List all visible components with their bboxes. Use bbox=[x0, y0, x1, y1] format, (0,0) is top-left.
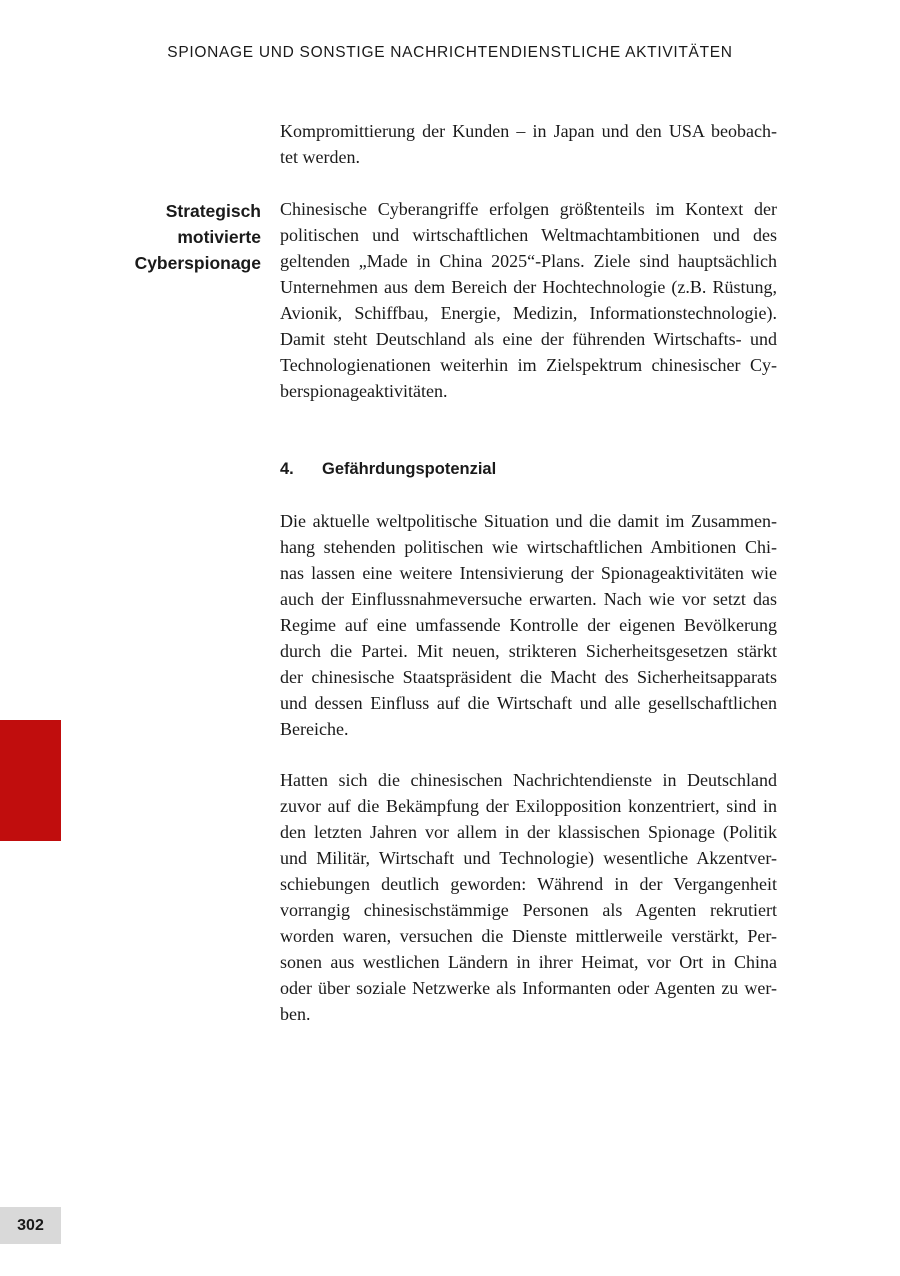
cyberspionage-paragraph-line: Technologienationen weiterhin im Zielspektrum chinesischer Cy- bbox=[280, 355, 777, 375]
body-paragraph-line: nas lassen eine weitere Intensivierung der Spionageaktivitäten wie bbox=[280, 563, 777, 583]
body-paragraph-line: und dessen Einfluss auf die Wirtschaft und alle gesellschaftlichen bbox=[280, 693, 777, 713]
cyberspionage-paragraph-line: berspionageaktivitäten. bbox=[280, 381, 448, 401]
body-paragraph-line: Regime auf eine umfassende Kontrolle der eigenen Bevölkerung bbox=[280, 615, 777, 635]
section-heading bbox=[280, 456, 496, 482]
body-paragraph-line: und Militär, Wirtschaft und Technologie) wesentliche Akzentver- bbox=[280, 848, 777, 868]
body-paragraph-line: Bereiche. bbox=[280, 719, 349, 739]
cyberspionage-paragraph-line: Unternehmen aus dem Bereich der Hochtechnologie (z.B. Rüstung, bbox=[280, 277, 777, 297]
body-paragraph-line: vorrangig chinesischstämmige Personen als Agenten rekrutiert bbox=[280, 900, 777, 920]
cyberspionage-paragraph-line: Avionik, Schiffbau, Energie, Medizin, Informationstechnologie). bbox=[280, 303, 777, 323]
margin-note-line: Strategisch bbox=[165, 201, 261, 221]
cyberspionage-paragraph-line: Chinesische Cyberangriffe erfolgen größtenteils im Kontext der bbox=[280, 199, 777, 219]
running-header: SPIONAGE UND SONSTIGE NACHRICHTENDIENSTLICHE AKTIVITÄTEN bbox=[167, 44, 733, 61]
body-paragraph-line: Die aktuelle weltpolitische Situation und die damit im Zusammen- bbox=[280, 511, 777, 531]
body-paragraph-line: zuvor auf die Bekämpfung der Exilopposition konzentriert, sind in bbox=[280, 796, 777, 816]
body-paragraph-line: ben. bbox=[280, 1004, 311, 1024]
margin-note bbox=[135, 198, 261, 276]
intro-paragraph-line: tet werden. bbox=[280, 147, 360, 167]
cyberspionage-paragraph bbox=[280, 196, 777, 404]
body-paragraph-line: der chinesische Staatspräsident die Macht des Sicherheitsapparats bbox=[280, 667, 777, 687]
body-paragraph-line: Hatten sich die chinesischen Nachrichtendienste in Deutschland bbox=[280, 770, 777, 790]
cyberspionage-paragraph-line: geltenden „Made in China 2025“-Plans. Ziele sind hauptsächlich bbox=[280, 251, 777, 271]
body-paragraph-line: worden waren, versuchen die Dienste mittlerweile verstärkt, Per- bbox=[280, 926, 777, 946]
cyberspionage-paragraph-line: politischen und wirtschaftlichen Weltmachtambitionen und des bbox=[280, 225, 777, 245]
body-paragraph-line: schiebungen deutlich geworden: Während in der Vergangenheit bbox=[280, 874, 777, 894]
body-paragraph-line: auch der Einflussnahmeversuche erwarten. Nach wie vor setzt das bbox=[280, 589, 777, 609]
chapter-marker-tab bbox=[0, 720, 61, 841]
body-paragraph-line: hang stehenden politischen wie wirtschaftlichen Ambitionen Chi- bbox=[280, 537, 777, 557]
page-number: 302 bbox=[0, 1207, 61, 1244]
intro-paragraph bbox=[280, 118, 777, 170]
margin-note-line: Cyberspionage bbox=[134, 253, 261, 273]
body-paragraph-line: oder über soziale Netzwerke als Informanten oder Agenten zu wer- bbox=[280, 978, 777, 998]
body-paragraph-line: den letzten Jahren vor allem in der klassischen Spionage (Politik bbox=[280, 822, 777, 842]
body-paragraph-line: sonen aus westlichen Ländern in ihrer Heimat, vor Ort in China bbox=[280, 952, 777, 972]
cyberspionage-paragraph-line: Damit steht Deutschland als eine der führenden Wirtschafts- und bbox=[280, 329, 777, 349]
section-title: Gefährdungspotenzial bbox=[322, 460, 497, 478]
body-paragraph-2 bbox=[280, 767, 777, 1027]
body-paragraph-line: durch die Partei. Mit neuen, strikteren Sicherheitsgesetzen stärkt bbox=[280, 641, 777, 661]
section-number: 4. bbox=[280, 460, 294, 478]
body-paragraph-1 bbox=[280, 508, 777, 742]
margin-note-line: motivierte bbox=[177, 227, 261, 247]
intro-paragraph-line: Kompromittierung der Kunden – in Japan und den USA beobach- bbox=[280, 121, 777, 141]
